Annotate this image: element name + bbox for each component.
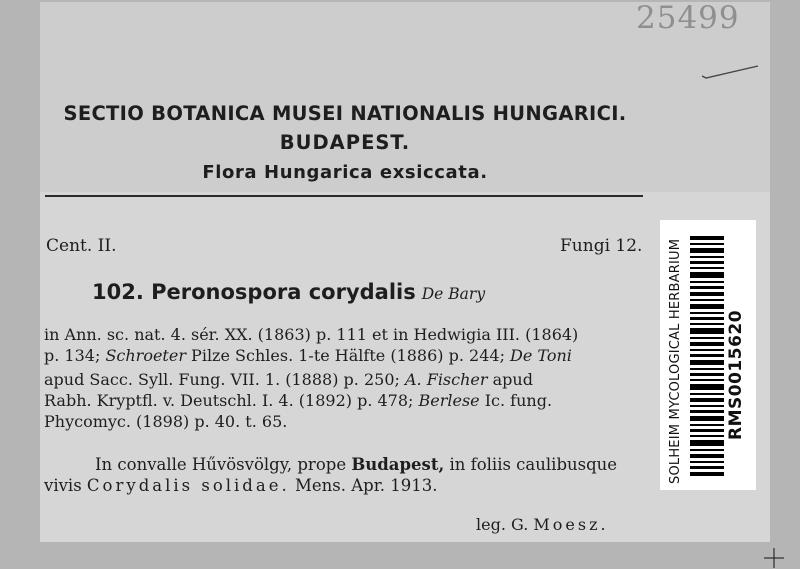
accession-number: 25499 — [636, 0, 740, 36]
fungi-number: Fungi 12. — [560, 236, 643, 256]
herbarium-name: SOLHEIM MYCOLOGICAL HERBARIUM — [668, 238, 683, 484]
reference-line-3 — [44, 370, 533, 389]
collector-line — [476, 515, 609, 534]
reference-line-2 — [44, 346, 572, 365]
header-divider — [45, 195, 643, 197]
reference-line-4 — [44, 391, 552, 410]
species-number-and-name: 102. Peronospora corydalis — [92, 280, 416, 304]
locality-text: vivis — [44, 476, 87, 495]
reference-line-1: in Ann. sc. nat. 4. sér. XX. (1863) p. 111 et in Hedwigia III. (1864) — [44, 325, 579, 344]
ref-text: apud Sacc. Syll. Fung. VII. 1. (1888) p. 250; — [44, 370, 405, 389]
locality-text: in foliis caulibusque — [444, 455, 618, 474]
centuria-number: Cent. II. — [46, 236, 117, 256]
locality-text: In convalle Hűvösvölgy, prope — [95, 455, 352, 474]
ref-text: Ic. fung. — [479, 391, 553, 410]
ref-author: De Toni — [510, 346, 572, 365]
crosshair-mark — [764, 548, 784, 568]
ref-author: A. Fischer — [404, 370, 488, 389]
collector-prefix: leg. G. — [476, 515, 534, 534]
ref-text: Rabh. Kryptfl. v. Deutschl. I. 4. (1892) p. 478; — [44, 391, 419, 410]
collector-name: Moesz. — [533, 515, 609, 534]
barcode-image — [690, 236, 724, 476]
host-plant: Corydalis solidae. — [86, 476, 290, 495]
exsiccata-title: Flora Hungarica exsiccata. — [202, 162, 488, 183]
reference-line-5: Phycomyc. (1898) p. 40. t. 65. — [44, 412, 288, 431]
ref-text: p. 134; — [44, 346, 106, 365]
ref-author: Berlese — [418, 391, 480, 410]
specimen-id: RMS0015620 — [726, 309, 746, 440]
museum-city: BUDAPEST. — [279, 131, 411, 154]
locality-line-1 — [95, 455, 617, 474]
locality-city: Budapest, — [351, 455, 445, 474]
ref-text: Pilze Schles. 1-te Hälfte (1886) p. 244; — [185, 346, 511, 365]
species-author: De Bary — [421, 285, 486, 303]
ref-text: apud — [487, 370, 533, 389]
collection-date: Mens. Apr. 1913. — [289, 476, 438, 495]
locality-line-2 — [44, 476, 438, 495]
museum-title: SECTIO BOTANICA MUSEI NATIONALIS HUNGARICI. — [63, 102, 627, 125]
ref-author: Schroeter — [105, 346, 186, 365]
pencil-tick-mark — [700, 62, 760, 82]
species-name — [92, 280, 485, 304]
